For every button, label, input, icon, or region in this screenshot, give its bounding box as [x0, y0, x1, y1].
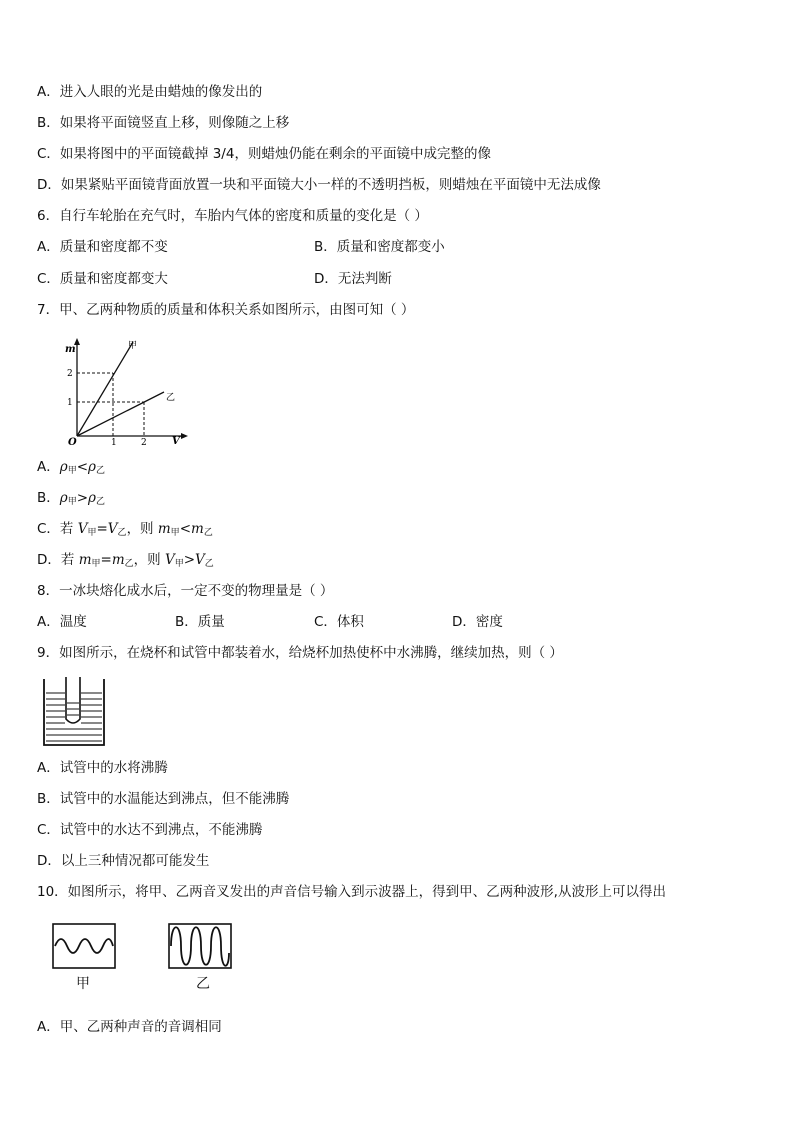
x-tick-2: 2 — [141, 438, 147, 448]
line-yi-label: 乙 — [166, 393, 176, 403]
q6-stem: 6．自行车轮胎在充气时，车胎内气体的密度和质量的变化是（ ） — [37, 208, 428, 224]
x-axis-arrow — [181, 433, 188, 439]
q7-option-d: D．若 $m_甲=m_乙$，则 $V_甲>V_乙$ — [37, 552, 214, 569]
q7-option-b: B．$\rho_甲>\rho_乙$ — [37, 490, 105, 507]
q9-stem: 9．如图所示，在烧杯和试管中都装着水，给烧杯加热使杯中水沸腾，继续加热，则（ ） — [37, 645, 563, 661]
q10-waveform-jia — [52, 923, 116, 971]
q6-option-a: A．质量和密度都不变 — [37, 239, 168, 255]
q8-option-d: D．密度 — [452, 614, 503, 630]
q9-option-b: B．试管中的水温能达到沸点，但不能沸腾 — [37, 791, 290, 807]
q5-option-c: C．如果将图中的平面镜截掉 3/4，则蜡烛仍能在剩余的平面镜中成完整的像 — [37, 146, 491, 162]
q7-option-a: A．$\rho_甲<\rho_乙$ — [37, 459, 105, 476]
q9-beaker-test-tube-diagram — [42, 677, 108, 747]
q7-option-c: C．若 $V_甲=V_乙$，则 $m_甲<m_乙$ — [37, 521, 213, 538]
q10-waveform-yi — [168, 923, 232, 971]
q10-label-jia: 甲 — [76, 976, 90, 992]
q8-stem: 8．一冰块熔化成水后，一定不变的物理量是（ ） — [37, 583, 334, 599]
q7-stem: 7．甲、乙两种物质的质量和体积关系如图所示，由图可知（ ） — [37, 302, 415, 318]
q9-option-a: A．试管中的水将沸腾 — [37, 760, 168, 776]
q5-option-a: A．进入人眼的光是由蜡烛的像发出的 — [37, 84, 263, 100]
x-tick-1: 1 — [111, 438, 117, 448]
q6-option-d: D．无法判断 — [314, 271, 392, 287]
q9-option-d: D．以上三种情况都可能发生 — [37, 853, 210, 869]
q9-option-c: C．试管中的水达不到沸点，不能沸腾 — [37, 822, 263, 838]
origin-label: O — [68, 437, 77, 448]
q6-option-b: B．质量和密度都变小 — [314, 239, 445, 255]
y-tick-2: 2 — [67, 369, 73, 379]
q10-stem: 10．如图所示，将甲、乙两音叉发出的声音信号输入到示波器上，得到甲、乙两种波形,从波形上可以得出 — [37, 884, 666, 900]
q8-option-b: B．质量 — [175, 614, 225, 630]
q7-mass-volume-graph — [62, 336, 202, 446]
q6-option-c: C．质量和密度都变大 — [37, 271, 168, 287]
test-tube — [66, 677, 80, 723]
q5-option-d: D．如果紧贴平面镜背面放置一块和平面镜大小一样的不透明挡板，则蜡烛在平面镜中无法成像 — [37, 177, 601, 193]
q8-option-a: A．温度 — [37, 614, 87, 630]
q8-option-c: C．体积 — [314, 614, 364, 630]
q5-option-b: B．如果将平面镜竖直上移，则像随之上移 — [37, 115, 290, 131]
x-axis-label: V — [172, 436, 180, 447]
q10-option-a: A．甲、乙两种声音的音调相同 — [37, 1019, 222, 1035]
line-jia-label: 甲 — [128, 341, 138, 351]
y-tick-1: 1 — [67, 398, 73, 408]
q10-label-yi: 乙 — [196, 976, 210, 992]
y-axis-label: m — [65, 344, 76, 355]
